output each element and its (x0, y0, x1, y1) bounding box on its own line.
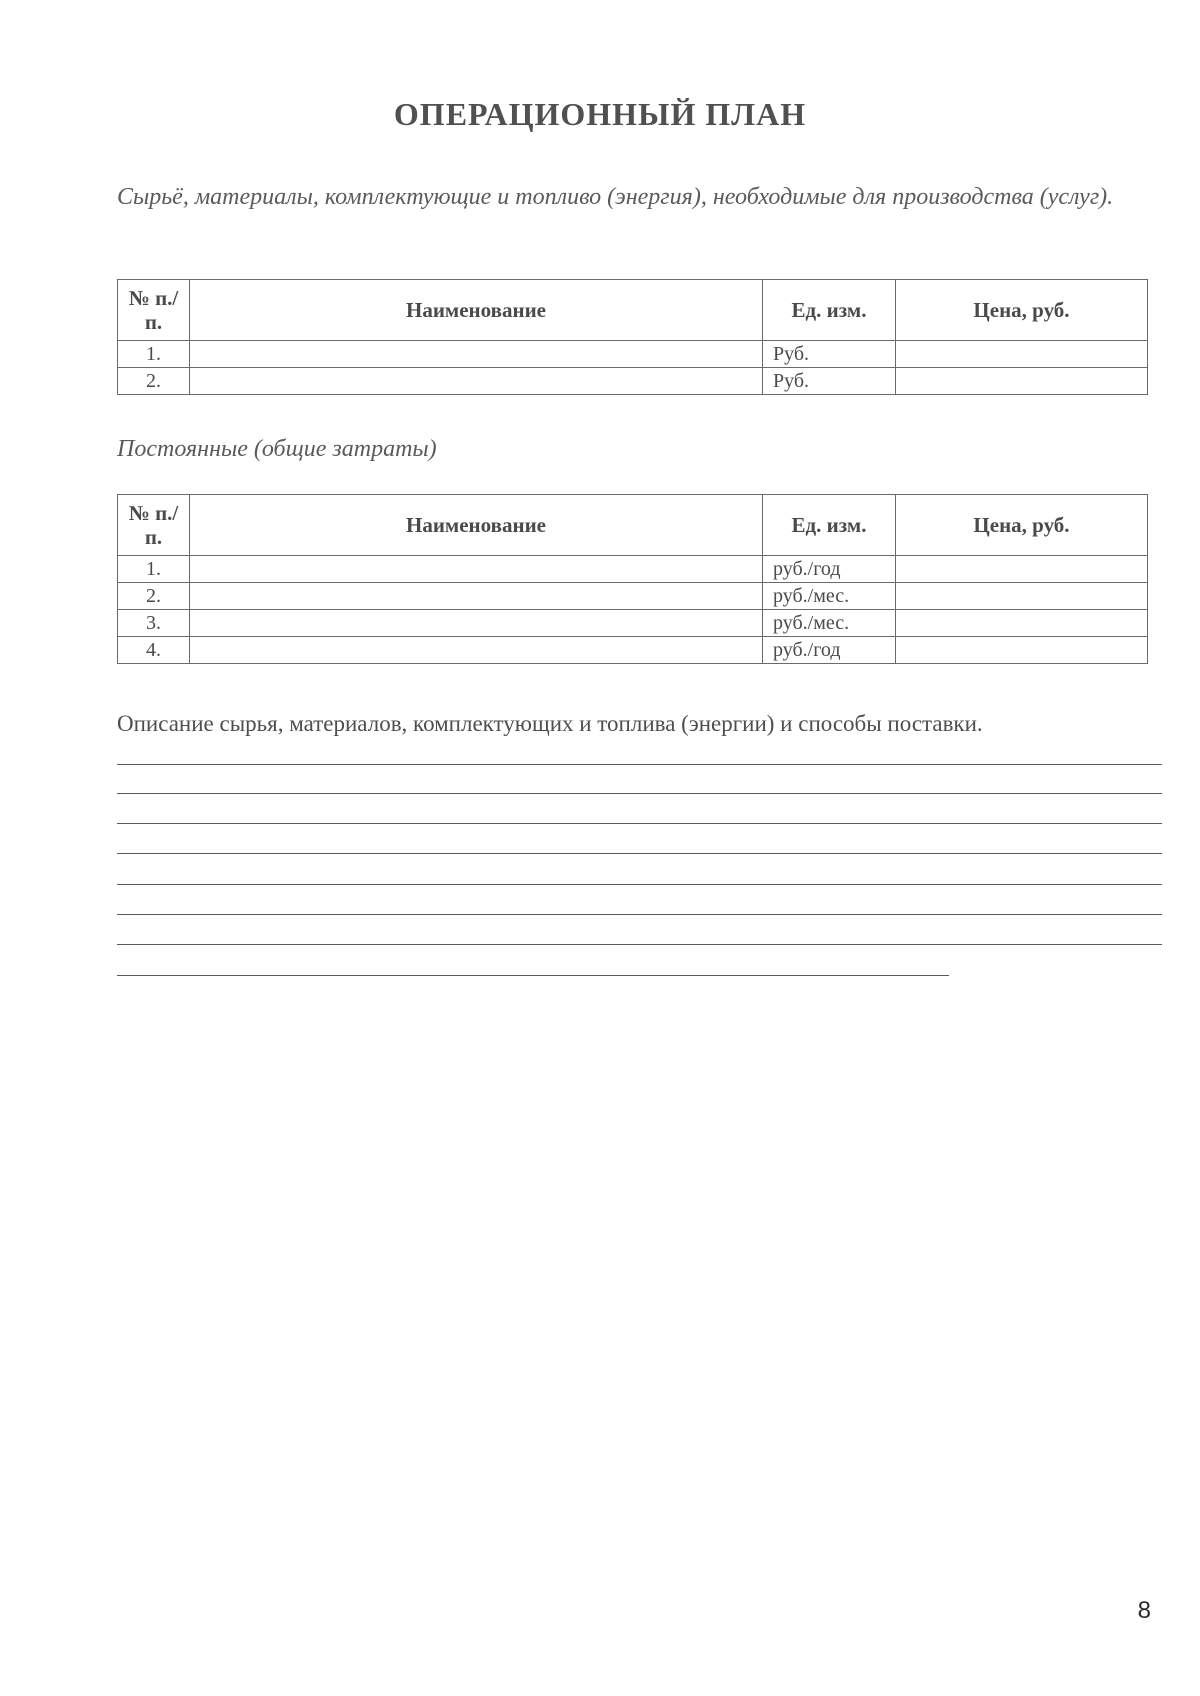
col-header-price: Цена, руб. (896, 280, 1148, 341)
unit-cell: руб./год (763, 556, 896, 583)
row-number: 3. (118, 610, 190, 637)
table-row (118, 583, 1148, 610)
table-header-row (118, 495, 1148, 556)
page-number: 8 (1137, 1597, 1151, 1624)
section2-heading: Постоянные (общие затраты) (117, 436, 437, 462)
price-cell[interactable] (896, 637, 1148, 664)
page-title: ОПЕРАЦИОННЫЙ ПЛАН (393, 96, 807, 132)
col-header-num: № п./п. (118, 495, 190, 556)
writing-line[interactable] (117, 975, 949, 976)
unit-cell: руб./мес. (763, 583, 896, 610)
price-cell[interactable] (896, 610, 1148, 637)
writing-line[interactable] (117, 764, 1162, 765)
section3-heading: Описание сырья, материалов, комплектующих и топлива (энергии) и способы поставки. (117, 711, 983, 736)
col-header-unit: Ед. изм. (763, 280, 896, 341)
name-cell[interactable] (190, 556, 763, 583)
table-row (118, 637, 1148, 664)
writing-line[interactable] (117, 823, 1162, 824)
name-cell[interactable] (190, 583, 763, 610)
price-cell[interactable] (896, 368, 1148, 395)
col-header-name: Наименование (190, 280, 763, 341)
name-cell[interactable] (190, 368, 763, 395)
section1-heading: Сырьё, материалы, комплектующие и топливо (энергия), необходимые для производства (услуг). (117, 184, 1114, 210)
writing-line[interactable] (117, 914, 1162, 915)
col-header-name: Наименование (190, 495, 763, 556)
writing-line[interactable] (117, 793, 1162, 794)
unit-cell: руб./год (763, 637, 896, 664)
col-header-num: № п./п. (118, 280, 190, 341)
writing-line[interactable] (117, 853, 1162, 854)
unit-cell: Руб. (763, 368, 896, 395)
table-row (118, 610, 1148, 637)
fixed-costs-table (117, 494, 1148, 664)
price-cell[interactable] (896, 583, 1148, 610)
table-header-row (118, 280, 1148, 341)
table-row (118, 556, 1148, 583)
unit-cell: руб./мес. (763, 610, 896, 637)
name-cell[interactable] (190, 341, 763, 368)
row-number: 1. (118, 556, 190, 583)
col-header-unit: Ед. изм. (763, 495, 896, 556)
row-number: 1. (118, 341, 190, 368)
materials-table (117, 279, 1148, 395)
unit-cell: Руб. (763, 341, 896, 368)
writing-line[interactable] (117, 944, 1162, 945)
table-row (118, 341, 1148, 368)
price-cell[interactable] (896, 341, 1148, 368)
col-header-price: Цена, руб. (896, 495, 1148, 556)
writing-line[interactable] (117, 884, 1162, 885)
table-row (118, 368, 1148, 395)
row-number: 2. (118, 368, 190, 395)
name-cell[interactable] (190, 610, 763, 637)
name-cell[interactable] (190, 637, 763, 664)
row-number: 2. (118, 583, 190, 610)
price-cell[interactable] (896, 556, 1148, 583)
row-number: 4. (118, 637, 190, 664)
